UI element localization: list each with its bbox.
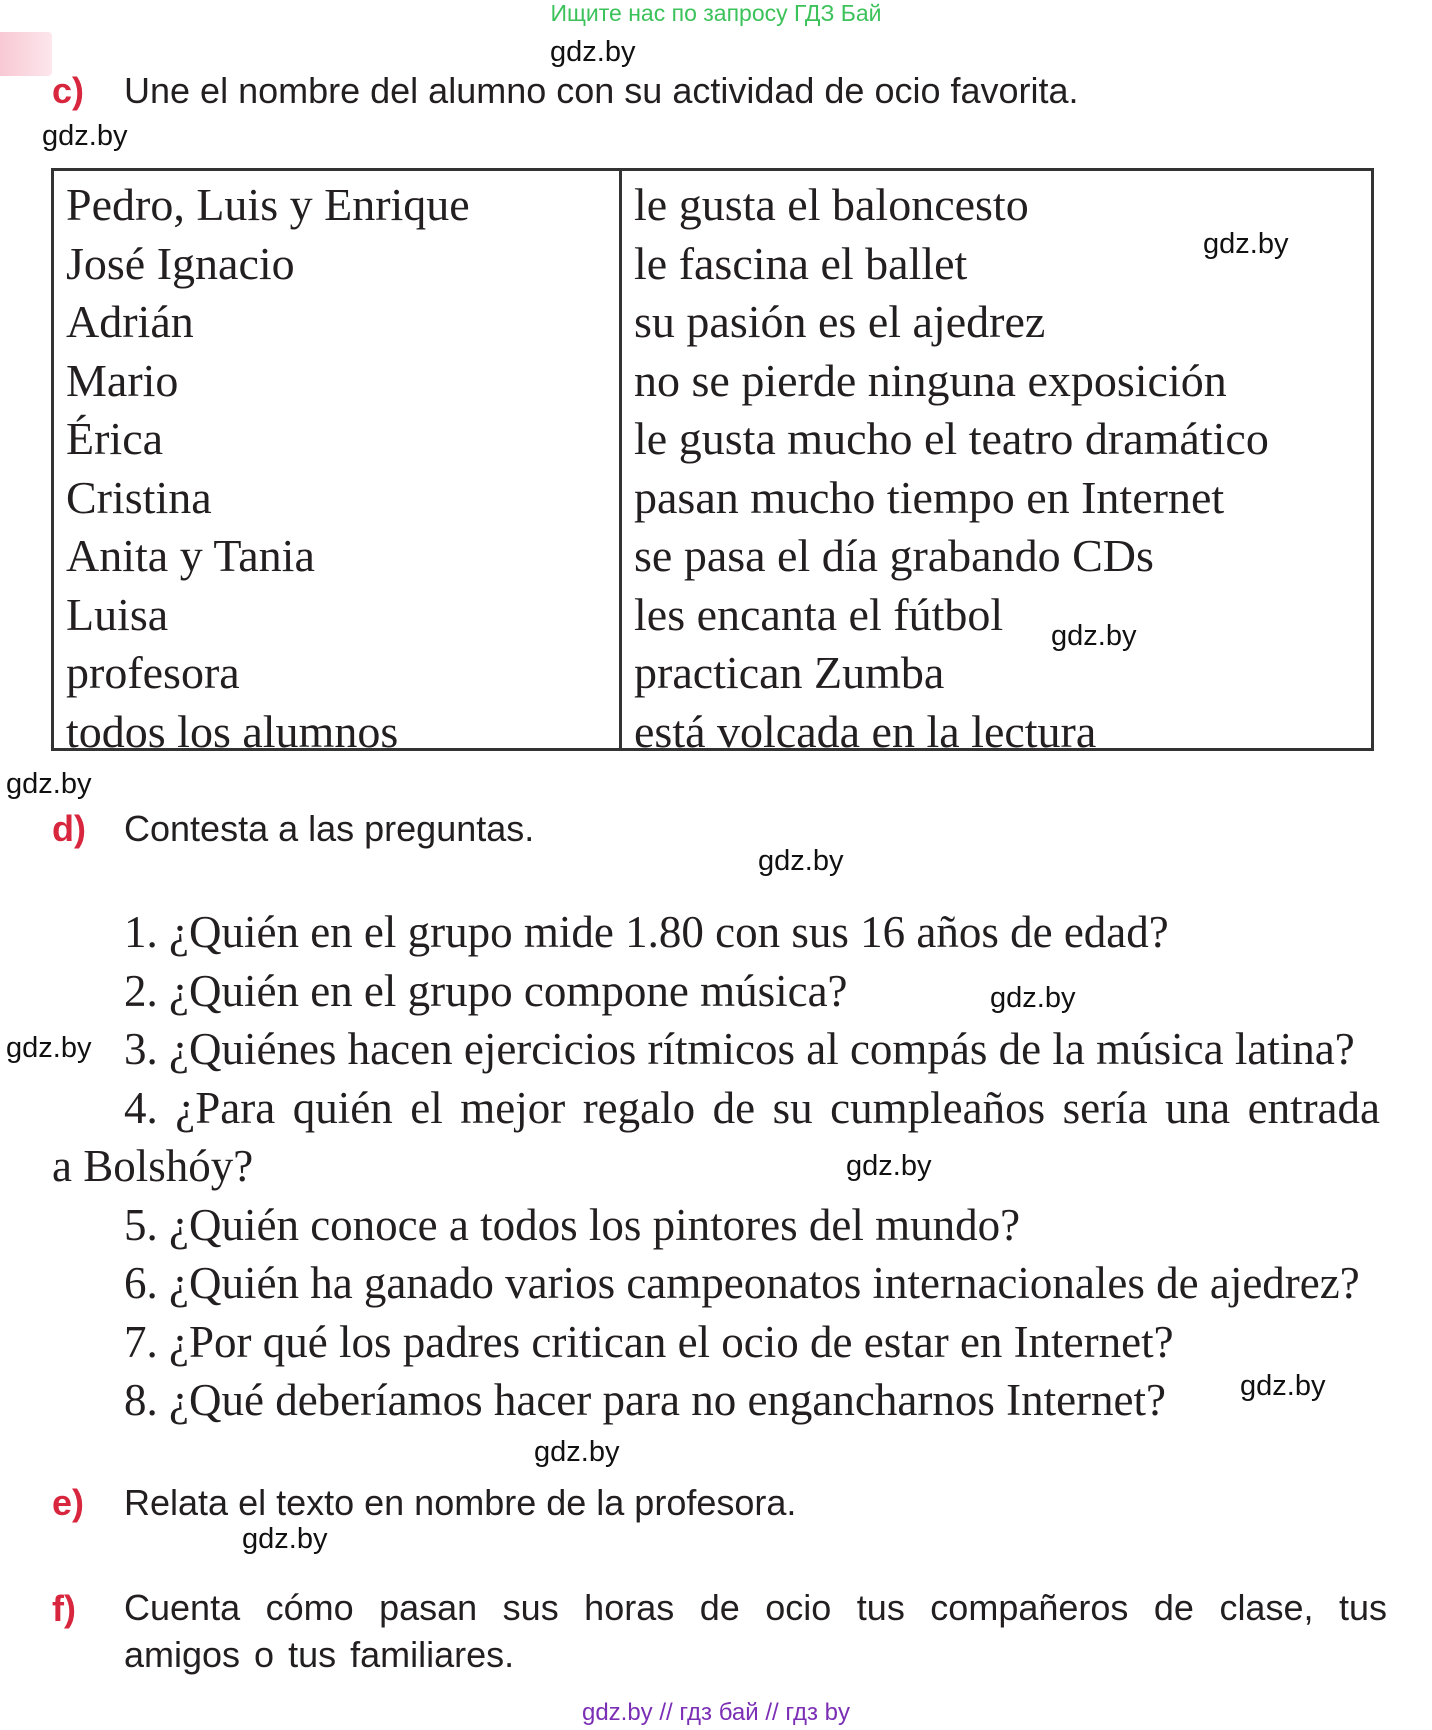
activity-cell: pasan mucho tiempo en Internet (634, 471, 1225, 523)
section-c-letter: c) (52, 70, 85, 111)
name-cell: José Ignacio (66, 237, 295, 289)
pink-page-tab (0, 32, 52, 76)
watermark: gdz.by (758, 845, 844, 877)
watermark: gdz.by (534, 1436, 620, 1468)
section-e-instruction: Relata el texto en nombre de la profesora. (124, 1482, 797, 1523)
question-item: 4. ¿Para quién el mejor regalo de su cumpleaños sería una entrada (124, 1082, 1380, 1133)
activity-cell: le gusta mucho el teatro dramático (634, 413, 1269, 464)
activity-cell: le fascina el ballet (634, 237, 968, 289)
activity-cell: se pasa el día grabando CDs (634, 530, 1154, 581)
activities-column (634, 176, 1269, 761)
name-cell: Anita y Tania (66, 530, 315, 581)
top-banner: Ищите нас по запросу ГДЗ Бай (550, 0, 882, 26)
table-divider (619, 171, 622, 748)
name-cell: profesora (66, 647, 240, 698)
watermark: gdz.by (6, 768, 92, 800)
activity-cell: les encanta el fútbol (634, 588, 1004, 640)
section-f-instruction: Cuenta cómo pasan sus horas de ocio tus compañeros de clase, tus amigos o tus familiares. (124, 1587, 1387, 1675)
watermark: gdz.by (846, 1150, 932, 1182)
questions-list (52, 903, 1380, 1430)
watermark: gdz.by (242, 1523, 328, 1555)
name-cell: Pedro, Luis y Enrique (66, 179, 470, 230)
question-item-continuation: a Bolshóy? (52, 1141, 254, 1191)
name-cell: todos los alumnos (66, 705, 399, 757)
watermark: gdz.by (1240, 1370, 1326, 1402)
watermark: gdz.by (550, 36, 636, 68)
activity-cell: está volcada en la lectura (634, 705, 1097, 757)
question-item: 2. ¿Quién en el grupo compone música? (124, 965, 848, 1016)
activity-cell: no se pierde ninguna exposición (634, 354, 1227, 406)
watermark: gdz.by (990, 982, 1076, 1014)
question-item: 7. ¿Por qué los padres critican el ocio de estar en Internet? (124, 1316, 1174, 1367)
watermark: gdz.by (6, 1032, 92, 1064)
matching-table (51, 168, 1374, 757)
names-column (66, 176, 470, 761)
name-cell: Adrián (66, 296, 194, 347)
footer-links: gdz.by // гдз бай // гдз by (581, 1699, 851, 1726)
name-cell: Érica (66, 413, 164, 464)
activity-cell: practican Zumba (634, 647, 945, 698)
section-e-letter: e) (52, 1482, 85, 1523)
question-item: 1. ¿Quién en el grupo mide 1.80 con sus 16 años de edad? (124, 907, 1169, 957)
watermark: gdz.by (1203, 228, 1289, 260)
question-item: 6. ¿Quién ha ganado varios campeonatos internacionales de ajedrez? (124, 1258, 1360, 1308)
question-item: 3. ¿Quiénes hacen ejercicios rítmicos al compás de la música latina? (124, 1024, 1355, 1074)
activity-cell: le gusta el baloncesto (634, 179, 1029, 230)
section-d-letter: d) (52, 808, 86, 849)
section-d-instruction: Contesta a las preguntas. (124, 808, 535, 849)
section-f-letter: f) (52, 1588, 76, 1629)
watermark: gdz.by (42, 120, 128, 152)
question-item: 5. ¿Quién conoce a todos los pintores del mundo? (124, 1199, 1021, 1250)
section-c-instruction: Une el nombre del alumno con su actividad de ocio favorita. (124, 70, 1079, 111)
name-cell: Mario (66, 354, 179, 406)
name-cell: Luisa (66, 588, 169, 640)
activity-cell: su pasión es el ajedrez (634, 296, 1046, 347)
question-item: 8. ¿Qué deberíamos hacer para no engancharnos Internet? (124, 1375, 1166, 1425)
watermark: gdz.by (1051, 620, 1137, 652)
name-cell: Cristina (66, 471, 212, 523)
